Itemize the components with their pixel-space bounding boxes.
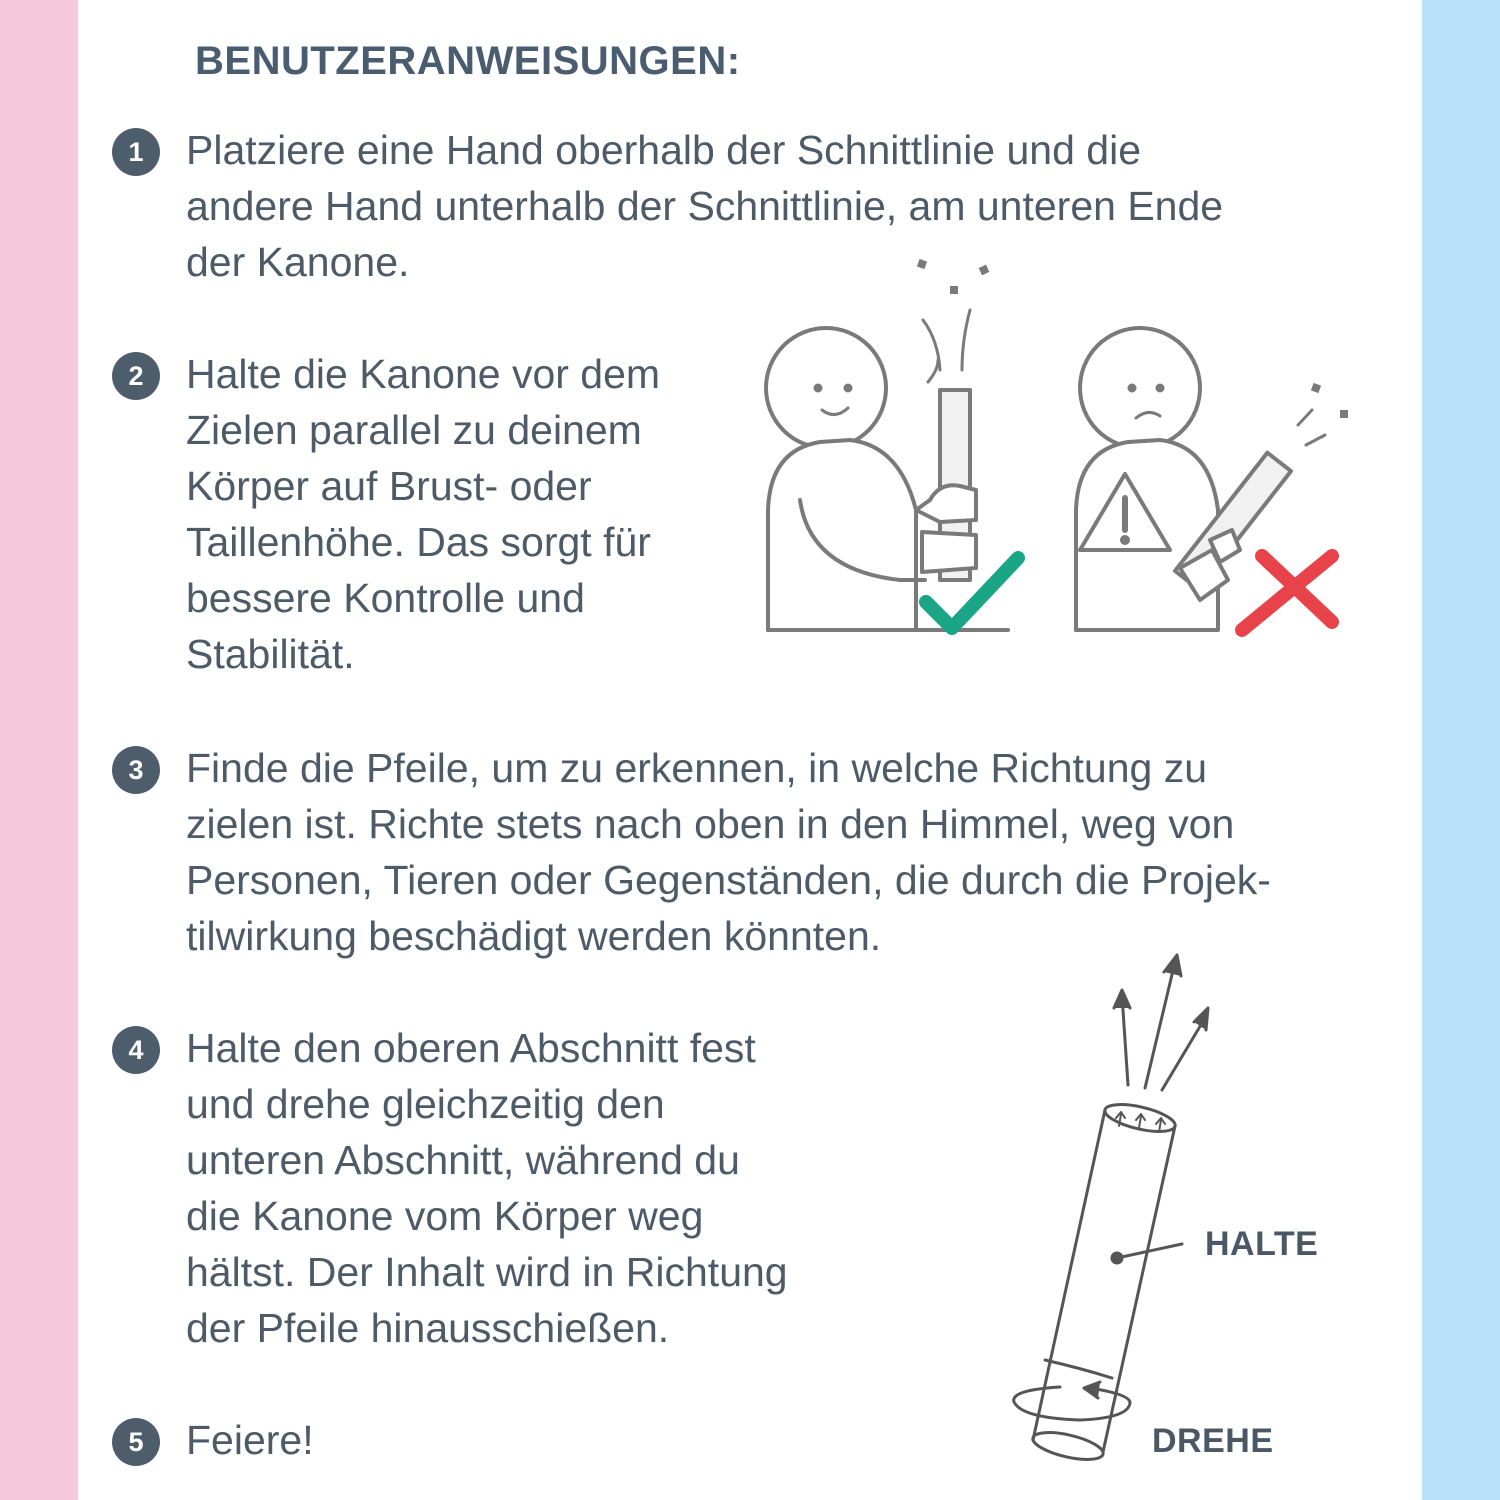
step-line: Zielen parallel zu deinem (186, 407, 642, 453)
step-line: andere Hand unterhalb der Schnittlinie, am unteren Ende (186, 183, 1224, 229)
step-line: zielen ist. Richte stets nach oben in den Himmel, weg von (186, 801, 1235, 847)
step-line: Taillenhöhe. Das sorgt für (186, 519, 651, 565)
cannon-diagram (1000, 950, 1230, 1470)
step-line: hältst. Der Inhalt wird in Richtung (186, 1249, 788, 1295)
step-number-badge: 1 (112, 128, 160, 176)
step-line: und drehe gleichzeitig den (186, 1081, 665, 1127)
step-line: Finde die Pfeile, um zu erkennen, in welche Richtung zu (186, 745, 1208, 791)
step-number-badge: 2 (112, 352, 160, 400)
correct-figure-icon (766, 310, 1008, 630)
twist-label: DREHE (1152, 1422, 1274, 1460)
step-line: Körper auf Brust- oder (186, 463, 592, 509)
step-number-badge: 4 (112, 1026, 160, 1074)
right-decorative-stripe (1422, 0, 1500, 1500)
page-title: BENUTZERANWEISUNGEN: (195, 39, 741, 83)
step-line: Feiere! (186, 1417, 314, 1463)
step-line: der Pfeile hinausschießen. (186, 1305, 670, 1351)
holding-illustration (740, 250, 1380, 650)
step-text (186, 1412, 314, 1468)
step-line: tilwirkung beschädigt werden könnten. (186, 913, 882, 959)
step-line: unteren Abschnitt, während du (186, 1137, 740, 1183)
step-line: die Kanone vom Körper weg (186, 1193, 704, 1239)
step-number-badge: 3 (112, 746, 160, 794)
cross-icon (1242, 556, 1332, 630)
launch-arrows-icon (1114, 955, 1208, 1090)
step-text (186, 1020, 788, 1356)
left-decorative-stripe (0, 0, 78, 1500)
hold-label: HALTE (1205, 1225, 1319, 1263)
step-line: der Kanone. (186, 239, 410, 285)
step-number-badge: 5 (112, 1418, 160, 1466)
step-line: bessere Kontrolle und (186, 575, 585, 621)
step-text (186, 740, 1271, 964)
step-line: Halte die Kanone vor dem (186, 351, 661, 397)
step-line: Platziere eine Hand oberhalb der Schnittlinie und die (186, 127, 1142, 173)
step-line: Personen, Tieren oder Gegenständen, die durch die Projek- (186, 857, 1271, 903)
step-line: Stabilität. (186, 631, 355, 677)
step-text (186, 346, 660, 682)
step-line: Halte den oberen Abschnitt fest (186, 1025, 756, 1071)
